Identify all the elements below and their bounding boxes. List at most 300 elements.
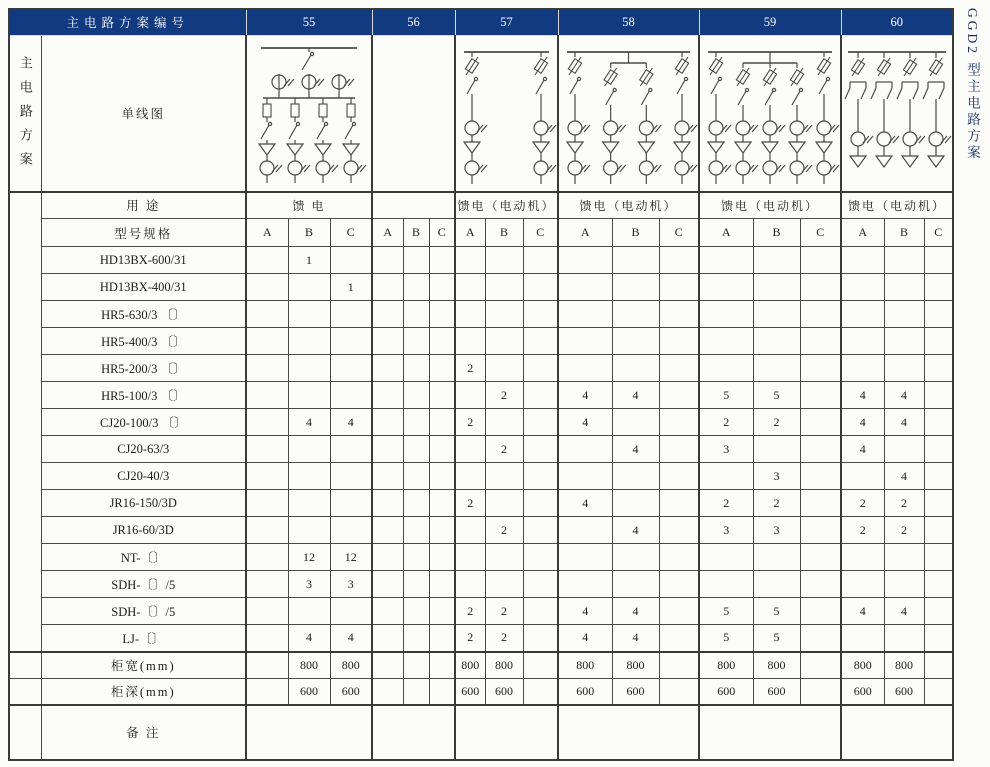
spec-cell xyxy=(841,328,884,355)
spec-cell xyxy=(924,436,953,463)
spec-cell xyxy=(924,490,953,517)
spec-cell: 600 xyxy=(558,679,612,705)
spec-cell xyxy=(800,247,841,274)
table-row xyxy=(9,355,953,382)
spec-cell: 3 xyxy=(288,571,330,598)
table-row xyxy=(9,436,953,463)
spec-cell: 800 xyxy=(884,652,924,679)
spec-cell xyxy=(659,409,699,436)
spec-cell xyxy=(429,328,455,355)
spec-cell xyxy=(429,274,455,301)
spec-cell xyxy=(523,652,558,679)
spec-cell xyxy=(403,436,429,463)
spec-cell xyxy=(753,436,800,463)
spec-cell: 4 xyxy=(884,463,924,490)
spec-cell xyxy=(372,328,403,355)
spec-cell xyxy=(659,328,699,355)
spec-cell xyxy=(558,328,612,355)
scheme-number-60: 60 xyxy=(841,9,953,35)
spec-cell: 4 xyxy=(288,409,330,436)
spec-cell xyxy=(403,274,429,301)
scheme-number-56: 56 xyxy=(372,9,455,35)
subcol-header: B xyxy=(884,219,924,247)
table-row xyxy=(9,328,953,355)
spec-cell xyxy=(800,679,841,705)
spec-cell: 5 xyxy=(753,625,800,652)
table-row xyxy=(9,247,953,274)
spec-cell xyxy=(884,436,924,463)
subcol-header: C xyxy=(659,219,699,247)
spec-cell xyxy=(558,517,612,544)
spec-cell: 800 xyxy=(612,652,659,679)
spec-cell xyxy=(288,490,330,517)
spec-cell xyxy=(429,652,455,679)
spec-cell: 600 xyxy=(612,679,659,705)
spec-cell xyxy=(924,247,953,274)
spec-cell xyxy=(800,355,841,382)
spec-cell xyxy=(523,382,558,409)
spec-cell xyxy=(330,517,372,544)
spec-cell xyxy=(455,328,485,355)
spec-cell xyxy=(800,436,841,463)
spec-cell xyxy=(485,274,523,301)
scheme-number-59: 59 xyxy=(699,9,841,35)
header-row xyxy=(9,9,953,35)
subcol-header: B xyxy=(753,219,800,247)
spec-cell: 4 xyxy=(330,625,372,652)
spec-cell xyxy=(523,409,558,436)
spec-cell xyxy=(800,490,841,517)
spec-cell: 3 xyxy=(753,517,800,544)
remark-60 xyxy=(841,705,953,760)
spec-cell xyxy=(330,301,372,328)
spec-cell xyxy=(403,382,429,409)
spec-cell: 2 xyxy=(485,436,523,463)
subcol-header: C xyxy=(330,219,372,247)
spec-cell xyxy=(699,463,753,490)
main-circuit-scheme-table xyxy=(8,8,954,761)
table-row xyxy=(9,652,953,679)
spec-cell xyxy=(841,544,884,571)
spec-cell xyxy=(612,247,659,274)
subcol-header: C xyxy=(429,219,455,247)
spec-cell xyxy=(884,571,924,598)
single-line-diagram-56 xyxy=(372,35,455,192)
spec-cell xyxy=(403,679,429,705)
side-vertical-title: GGD2 型主电路方案 xyxy=(965,8,980,162)
spec-cell xyxy=(699,301,753,328)
spec-cell: 800 xyxy=(753,652,800,679)
table-row xyxy=(9,301,953,328)
spec-cell xyxy=(523,625,558,652)
remark-row xyxy=(9,705,953,760)
spec-cell xyxy=(429,436,455,463)
table-row xyxy=(9,625,953,652)
spec-cell xyxy=(659,571,699,598)
spec-cell xyxy=(246,598,288,625)
scheme-number-55: 55 xyxy=(246,9,372,35)
usage-55: 馈 电 xyxy=(246,192,372,219)
spec-cell xyxy=(884,247,924,274)
spec-cell xyxy=(288,301,330,328)
spec-cell: 2 xyxy=(485,598,523,625)
spec-cell: 4 xyxy=(558,490,612,517)
subcol-header: A xyxy=(699,219,753,247)
spec-cell: 4 xyxy=(884,598,924,625)
spec-cell xyxy=(884,544,924,571)
spec-cell: 5 xyxy=(699,625,753,652)
spec-cell xyxy=(403,571,429,598)
spec-cell xyxy=(659,652,699,679)
spec-cell xyxy=(800,301,841,328)
spec-cell xyxy=(485,409,523,436)
spec-cell xyxy=(429,247,455,274)
spec-cell xyxy=(372,463,403,490)
spec-cell xyxy=(699,328,753,355)
spec-cell xyxy=(288,436,330,463)
circuit-diagram-svg-56 xyxy=(373,36,454,191)
spec-row-label: CJ20-100/3 〔〕 xyxy=(41,409,246,436)
spec-cell xyxy=(455,382,485,409)
spec-cell xyxy=(800,598,841,625)
spec-cell: 600 xyxy=(841,679,884,705)
spec-cell xyxy=(372,517,403,544)
spec-cell xyxy=(800,571,841,598)
spec-cell xyxy=(372,301,403,328)
spec-cell xyxy=(429,625,455,652)
subcol-header: C xyxy=(523,219,558,247)
spec-cell: 2 xyxy=(699,490,753,517)
spec-cell xyxy=(455,517,485,544)
spec-cell xyxy=(330,355,372,382)
spec-cell xyxy=(288,598,330,625)
spec-cell xyxy=(523,463,558,490)
left-spacer-cell xyxy=(9,705,41,760)
usage-56 xyxy=(372,192,455,219)
spec-cell xyxy=(612,328,659,355)
spec-cell xyxy=(429,571,455,598)
spec-cell: 4 xyxy=(884,409,924,436)
spec-cell: 3 xyxy=(699,436,753,463)
left-spacer-cell xyxy=(9,652,41,679)
spec-cell: 4 xyxy=(330,409,372,436)
spec-cell xyxy=(523,598,558,625)
spec-cell xyxy=(659,517,699,544)
spec-cell xyxy=(429,598,455,625)
spec-cell xyxy=(699,544,753,571)
spec-cell xyxy=(523,544,558,571)
spec-row-label: SDH-〔〕/5 xyxy=(41,571,246,598)
depth-row-label: 柜深(mm) xyxy=(41,679,246,705)
spec-cell: 800 xyxy=(455,652,485,679)
spec-cell xyxy=(485,301,523,328)
left-spacer-cell xyxy=(9,679,41,705)
spec-cell xyxy=(429,517,455,544)
spec-cell xyxy=(699,247,753,274)
spec-cell xyxy=(884,328,924,355)
spec-cell xyxy=(924,598,953,625)
spec-cell xyxy=(523,436,558,463)
spec-cell: 800 xyxy=(330,652,372,679)
spec-cell xyxy=(699,571,753,598)
single-line-diagram-55 xyxy=(246,35,372,192)
model-spec-header-row xyxy=(9,219,953,247)
spec-cell xyxy=(753,328,800,355)
spec-cell xyxy=(330,247,372,274)
spec-cell xyxy=(800,409,841,436)
spec-cell xyxy=(455,571,485,598)
spec-cell: 5 xyxy=(753,598,800,625)
spec-cell xyxy=(429,463,455,490)
subcol-header: B xyxy=(403,219,429,247)
spec-cell xyxy=(659,679,699,705)
spec-cell xyxy=(523,571,558,598)
spec-row-label: SDH-〔〕/5 xyxy=(41,598,246,625)
spec-cell xyxy=(924,463,953,490)
spec-cell: 600 xyxy=(455,679,485,705)
spec-cell xyxy=(612,274,659,301)
table-row xyxy=(9,490,953,517)
spec-cell xyxy=(372,652,403,679)
spec-cell xyxy=(612,490,659,517)
spec-cell xyxy=(884,355,924,382)
table-row xyxy=(9,274,953,301)
spec-cell xyxy=(372,490,403,517)
table-row xyxy=(9,679,953,705)
spec-cell xyxy=(485,328,523,355)
spec-cell xyxy=(403,463,429,490)
spec-cell: 3 xyxy=(330,571,372,598)
spec-cell: 800 xyxy=(485,652,523,679)
spec-cell xyxy=(403,598,429,625)
spec-cell xyxy=(429,355,455,382)
spec-cell xyxy=(659,544,699,571)
spec-cell xyxy=(753,355,800,382)
spec-cell: 600 xyxy=(330,679,372,705)
spec-cell xyxy=(485,571,523,598)
subcol-header: B xyxy=(485,219,523,247)
spec-cell: 5 xyxy=(699,382,753,409)
remark-57 xyxy=(455,705,558,760)
spec-cell: 600 xyxy=(485,679,523,705)
width-row-label: 柜宽(mm) xyxy=(41,652,246,679)
spec-cell: 600 xyxy=(699,679,753,705)
spec-row-label: HD13BX-600/31 xyxy=(41,247,246,274)
spec-cell xyxy=(330,463,372,490)
spec-cell xyxy=(246,301,288,328)
remark-56 xyxy=(372,705,455,760)
spec-cell xyxy=(558,247,612,274)
spec-row-label: HR5-400/3 〔〕 xyxy=(41,328,246,355)
subcol-header: B xyxy=(288,219,330,247)
remark-58 xyxy=(558,705,699,760)
spec-cell: 2 xyxy=(455,409,485,436)
spec-cell xyxy=(800,382,841,409)
header-title: 主电路方案编号 xyxy=(9,9,246,35)
subcol-header: A xyxy=(372,219,403,247)
spec-cell: 4 xyxy=(558,409,612,436)
spec-cell xyxy=(753,301,800,328)
spec-cell: 2 xyxy=(753,409,800,436)
spec-cell xyxy=(523,355,558,382)
spec-cell xyxy=(924,355,953,382)
spec-cell xyxy=(246,625,288,652)
single-line-diagram-58 xyxy=(558,35,699,192)
spec-cell xyxy=(246,247,288,274)
spec-cell xyxy=(659,436,699,463)
spec-cell: 2 xyxy=(485,382,523,409)
spec-cell xyxy=(330,490,372,517)
spec-cell: 2 xyxy=(841,490,884,517)
spec-cell: 800 xyxy=(558,652,612,679)
spec-cell xyxy=(372,409,403,436)
spec-cell xyxy=(523,247,558,274)
spec-cell xyxy=(246,463,288,490)
spec-cell xyxy=(429,409,455,436)
spec-cell: 4 xyxy=(612,382,659,409)
vertical-section-label: 主电路方案 xyxy=(9,35,41,192)
spec-cell xyxy=(659,463,699,490)
spec-cell xyxy=(403,328,429,355)
spec-cell xyxy=(246,544,288,571)
spec-cell: 4 xyxy=(612,436,659,463)
spec-row-label: NT-〔〕 xyxy=(41,544,246,571)
spec-cell: 4 xyxy=(558,382,612,409)
spec-cell: 2 xyxy=(455,355,485,382)
spec-cell xyxy=(924,652,953,679)
spec-cell xyxy=(924,409,953,436)
table-row xyxy=(9,517,953,544)
spec-cell xyxy=(558,355,612,382)
spec-cell: 2 xyxy=(485,517,523,544)
spec-cell xyxy=(288,517,330,544)
spec-cell xyxy=(403,301,429,328)
spec-cell: 4 xyxy=(612,517,659,544)
spec-cell: 5 xyxy=(753,382,800,409)
spec-row-label: HR5-630/3 〔〕 xyxy=(41,301,246,328)
spec-cell xyxy=(753,274,800,301)
spec-cell xyxy=(884,301,924,328)
spec-cell xyxy=(924,571,953,598)
spec-cell: 1 xyxy=(288,247,330,274)
spec-cell xyxy=(372,625,403,652)
spec-cell: 2 xyxy=(753,490,800,517)
spec-cell xyxy=(800,463,841,490)
spec-cell xyxy=(246,328,288,355)
spec-cell xyxy=(246,355,288,382)
single-line-diagram-row xyxy=(9,35,953,192)
spec-cell: 5 xyxy=(699,598,753,625)
spec-row-label: JR16-60/3D xyxy=(41,517,246,544)
spec-cell xyxy=(659,625,699,652)
spec-cell xyxy=(659,274,699,301)
spec-cell xyxy=(523,274,558,301)
spec-cell: 4 xyxy=(612,625,659,652)
spec-cell: 2 xyxy=(455,598,485,625)
spec-cell xyxy=(403,409,429,436)
spec-cell xyxy=(523,517,558,544)
spec-cell xyxy=(246,571,288,598)
subcol-header: C xyxy=(800,219,841,247)
spec-cell xyxy=(924,544,953,571)
spec-cell xyxy=(403,247,429,274)
spec-cell xyxy=(429,679,455,705)
circuit-diagram-svg-60 xyxy=(842,36,952,191)
circuit-diagram-svg-59 xyxy=(700,36,840,191)
circuit-diagram-svg-57 xyxy=(456,36,557,191)
usage-row xyxy=(9,192,953,219)
spec-cell xyxy=(403,625,429,652)
spec-cell xyxy=(612,571,659,598)
spec-cell xyxy=(485,355,523,382)
table-row xyxy=(9,463,953,490)
spec-cell xyxy=(800,652,841,679)
spec-cell: 2 xyxy=(485,625,523,652)
spec-cell xyxy=(612,463,659,490)
spec-cell xyxy=(558,544,612,571)
spec-cell: 4 xyxy=(884,382,924,409)
remark-59 xyxy=(699,705,841,760)
spec-cell xyxy=(455,247,485,274)
spec-cell xyxy=(841,247,884,274)
spec-cell: 4 xyxy=(612,598,659,625)
spec-cell: 3 xyxy=(699,517,753,544)
spec-cell xyxy=(455,436,485,463)
spec-cell: 600 xyxy=(884,679,924,705)
spec-cell xyxy=(455,544,485,571)
spec-cell xyxy=(753,544,800,571)
spec-cell: 600 xyxy=(753,679,800,705)
spec-cell: 4 xyxy=(841,409,884,436)
spec-cell xyxy=(372,436,403,463)
single-line-diagram-57 xyxy=(455,35,558,192)
spec-cell xyxy=(372,679,403,705)
spec-cell xyxy=(753,571,800,598)
spec-row-label: HD13BX-400/31 xyxy=(41,274,246,301)
spec-cell xyxy=(523,328,558,355)
spec-cell: 2 xyxy=(841,517,884,544)
spec-cell: 4 xyxy=(841,598,884,625)
spec-cell xyxy=(659,382,699,409)
remark-55 xyxy=(246,705,372,760)
spec-cell xyxy=(841,274,884,301)
spec-cell: 600 xyxy=(288,679,330,705)
subcol-header: A xyxy=(246,219,288,247)
spec-cell xyxy=(924,301,953,328)
remark-label: 备 注 xyxy=(41,705,246,760)
table-row xyxy=(9,409,953,436)
usage-59: 馈电（电动机） xyxy=(699,192,841,219)
single-line-diagram-60 xyxy=(841,35,953,192)
spec-cell xyxy=(330,598,372,625)
spec-cell: 2 xyxy=(455,625,485,652)
spec-cell xyxy=(288,355,330,382)
spec-cell xyxy=(372,598,403,625)
spec-cell xyxy=(288,274,330,301)
spec-cell: 4 xyxy=(288,625,330,652)
spec-cell: 800 xyxy=(841,652,884,679)
spec-cell xyxy=(372,382,403,409)
spec-cell xyxy=(753,247,800,274)
subcol-header: C xyxy=(924,219,953,247)
scheme-number-58: 58 xyxy=(558,9,699,35)
spec-row-label: HR5-100/3 〔〕 xyxy=(41,382,246,409)
spec-cell: 800 xyxy=(699,652,753,679)
spec-cell: 4 xyxy=(841,436,884,463)
spec-cell xyxy=(924,679,953,705)
spec-cell xyxy=(403,544,429,571)
spec-cell xyxy=(558,571,612,598)
